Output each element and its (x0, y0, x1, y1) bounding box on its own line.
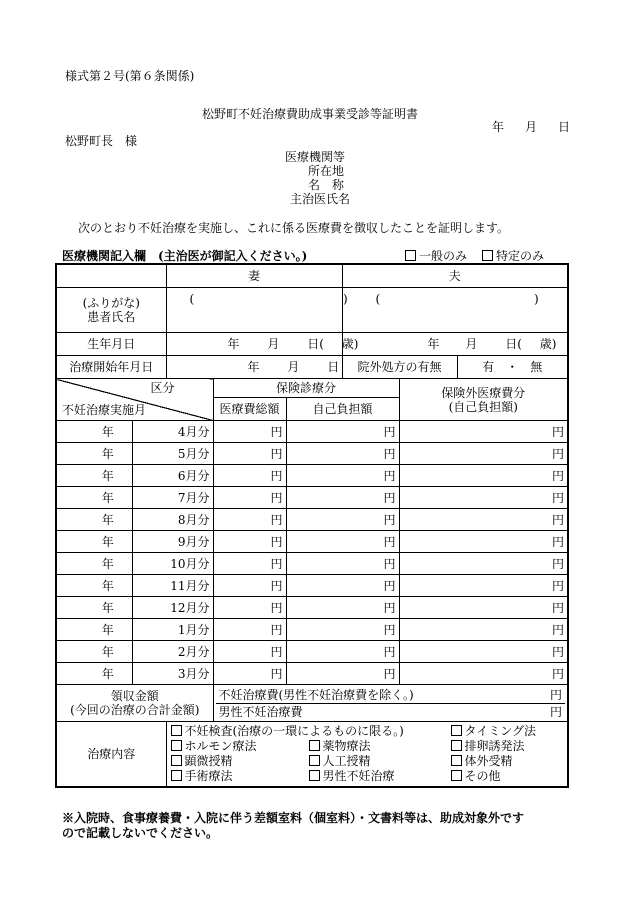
total-cost-yen[interactable]: 円 (213, 619, 286, 641)
blank-cell (56, 264, 166, 288)
month-label: 3月分 (132, 663, 213, 685)
total-cost-yen[interactable]: 円 (213, 641, 286, 663)
month-label: 8月分 (132, 509, 213, 531)
treatment-start-field[interactable] (166, 356, 342, 379)
treatment-label-text: タイミング法 (464, 724, 537, 738)
wife-age: 歳) (341, 337, 359, 351)
month-row (56, 487, 568, 509)
uninsured-yen[interactable]: 円 (399, 421, 568, 443)
treatment-label-text: 不妊検査(治療の一環によるものに限る。) (184, 724, 404, 738)
receipt-sublabel: (今回の治療の合計金額) (70, 703, 200, 717)
self-pay-yen[interactable]: 円 (286, 619, 399, 641)
checkbox[interactable] (171, 725, 182, 736)
receipt-amounts[interactable] (213, 685, 568, 722)
month-label: 11月分 (132, 575, 213, 597)
month-year: 年 (56, 531, 132, 553)
month-label: 1月分 (132, 619, 213, 641)
treatment-label-text: 薬物療法 (322, 739, 371, 753)
total-cost-yen[interactable]: 円 (213, 531, 286, 553)
month-year: 年 (56, 575, 132, 597)
month-label: 9月分 (132, 531, 213, 553)
treatment-option[interactable] (309, 769, 395, 783)
date-day-label: 日 (558, 120, 571, 134)
month-year: 年 (56, 443, 132, 465)
uninsured-header: 保険外医療費分 (441, 385, 526, 400)
treatment-label-text: 排卵誘発法 (464, 739, 525, 753)
date-month-label: 月 (525, 120, 538, 134)
date-year-label: 年 (492, 120, 505, 134)
month-row (56, 465, 568, 487)
month-year: 年 (56, 487, 132, 509)
checkbox-general[interactable] (405, 250, 416, 261)
total-cost-yen[interactable]: 円 (213, 509, 286, 531)
furigana-label: (ふりがな) (82, 296, 140, 310)
treatment-option[interactable] (309, 754, 371, 768)
checkbox[interactable] (451, 770, 462, 781)
treatment-label-text: 手術療法 (184, 769, 233, 783)
uninsured-yen[interactable]: 円 (399, 531, 568, 553)
option-general-label: 一般のみ (419, 249, 468, 263)
treatment-option[interactable] (171, 739, 257, 753)
addressee: 松野町長 様 (65, 134, 138, 148)
uninsured-yen[interactable]: 円 (399, 597, 568, 619)
month-label: 2月分 (132, 641, 213, 663)
month-label: 4月分 (132, 421, 213, 443)
month-year: 年 (56, 597, 132, 619)
receipt-line-2-label: 男性不妊治療費 (218, 704, 303, 719)
self-pay-yen[interactable]: 円 (286, 663, 399, 685)
treatment-option[interactable] (171, 769, 233, 783)
checkbox[interactable] (171, 755, 182, 766)
self-pay-yen[interactable]: 円 (286, 553, 399, 575)
total-cost-yen[interactable]: 円 (213, 575, 286, 597)
total-cost-header: 医療費総額 (213, 398, 286, 421)
start-month: 月 (287, 360, 300, 374)
receipt-line-1-yen: 円 (550, 687, 563, 702)
checkbox[interactable] (451, 755, 462, 766)
husband-header: 夫 (342, 264, 568, 288)
month-year: 年 (56, 641, 132, 663)
start-day: 日 (327, 360, 340, 374)
treatment-option[interactable] (451, 739, 525, 753)
uninsured-yen[interactable]: 円 (399, 553, 568, 575)
month-label: 12月分 (132, 597, 213, 619)
wife-birthdate-field[interactable] (166, 333, 359, 356)
treatment-label-text: 体外受精 (464, 754, 513, 768)
husband-birth-year: 年 (427, 337, 440, 351)
receipt-label-cell (56, 685, 213, 722)
treatment-options (166, 722, 568, 788)
checkbox[interactable] (309, 740, 320, 751)
uninsured-yen[interactable]: 円 (399, 641, 568, 663)
month-year: 年 (56, 421, 132, 443)
month-row (56, 553, 568, 575)
self-pay-yen[interactable]: 円 (286, 465, 399, 487)
husband-name-field[interactable] (342, 288, 568, 333)
start-year: 年 (247, 360, 260, 374)
month-row (56, 509, 568, 531)
treatment-label-text: 男性不妊治療 (322, 769, 395, 783)
husband-furigana-close: ) (534, 292, 539, 306)
wife-furigana-open: ( (189, 292, 195, 306)
category-header-cell (56, 379, 213, 421)
receipt-label: 領収金額 (110, 689, 159, 703)
total-cost-yen[interactable]: 円 (213, 443, 286, 465)
month-year: 年 (56, 509, 132, 531)
uninsured-header-cell (399, 379, 568, 421)
wife-name-field[interactable] (166, 288, 348, 333)
total-cost-yen[interactable]: 円 (213, 421, 286, 443)
wife-header: 妻 (166, 264, 342, 288)
month-year: 年 (56, 619, 132, 641)
treatment-label-text: 顕微授精 (184, 754, 233, 768)
self-pay-yen[interactable]: 円 (286, 641, 399, 663)
category-label: 区分 (150, 381, 175, 395)
form-number: 様式第２号(第６条関係) (65, 69, 195, 83)
self-pay-yen[interactable]: 円 (286, 575, 399, 597)
uninsured-yen[interactable]: 円 (399, 619, 568, 641)
month-label: 7月分 (132, 487, 213, 509)
total-cost-yen[interactable]: 円 (213, 487, 286, 509)
month-label: 10月分 (132, 553, 213, 575)
address-label: 所在地 (308, 164, 345, 178)
month-label: 不妊治療実施月 (62, 403, 147, 417)
month-row (56, 421, 568, 443)
husband-furigana-open: ( (375, 292, 381, 306)
uninsured-yen[interactable]: 円 (399, 509, 568, 531)
treatment-option[interactable] (171, 724, 404, 738)
treatment-label-text: ホルモン療法 (184, 739, 257, 753)
uninsured-yen[interactable]: 円 (399, 575, 568, 597)
total-cost-yen[interactable]: 円 (213, 465, 286, 487)
uninsured-yen[interactable]: 円 (399, 487, 568, 509)
husband-birth-month: 月 (465, 337, 478, 351)
footnote-line-1: ※入院時、食事療養費・入院に伴う差額室料（個室料）・文書料等は、助成対象外です (62, 811, 525, 825)
husband-age: 歳) (539, 337, 557, 351)
outside-prescription-label: 院外処方の有無 (342, 356, 457, 379)
option-general[interactable] (405, 247, 467, 264)
receipt-line-1-label: 不妊治療費(男性不妊治療費を除く。) (218, 687, 414, 702)
treatment-option[interactable] (451, 724, 537, 738)
treatment-option[interactable] (451, 754, 513, 768)
option-specific[interactable] (482, 247, 544, 264)
month-year: 年 (56, 663, 132, 685)
receipt-line-1[interactable] (216, 687, 566, 704)
month-row (56, 443, 568, 465)
receipt-line-2-yen: 円 (550, 704, 563, 719)
wife-birth-day: 日( (307, 337, 324, 351)
self-pay-yen[interactable]: 円 (286, 597, 399, 619)
self-pay-yen[interactable]: 円 (286, 421, 399, 443)
uninsured-subheader: (自己負担額) (448, 399, 518, 414)
treatment-option[interactable] (171, 754, 233, 768)
form-title: 松野町不妊治療費助成事業受診等証明書 (202, 107, 419, 121)
receipt-line-2[interactable] (216, 704, 566, 720)
uninsured-yen[interactable]: 円 (399, 465, 568, 487)
treatment-option[interactable] (451, 769, 501, 783)
doctor-name-label: 主治医氏名 (290, 192, 351, 206)
certificate-table (55, 263, 569, 788)
certification-statement: 次のとおり不妊治療を実施し、これに係る医療費を徴収したことを証明します。 (78, 221, 510, 235)
patient-name-label: 患者氏名 (87, 310, 136, 324)
month-row (56, 575, 568, 597)
total-cost-yen[interactable]: 円 (213, 663, 286, 685)
month-row (56, 531, 568, 553)
uninsured-yen[interactable]: 円 (399, 663, 568, 685)
uninsured-yen[interactable]: 円 (399, 443, 568, 465)
self-pay-header: 自己負担額 (286, 398, 399, 421)
self-pay-yen[interactable]: 円 (286, 509, 399, 531)
month-label: 5月分 (132, 443, 213, 465)
husband-birthdate-field[interactable] (342, 333, 568, 356)
month-year: 年 (56, 465, 132, 487)
checkbox[interactable] (451, 740, 462, 751)
treatment-option[interactable] (309, 739, 371, 753)
footnote-line-2: ので記載しないでください。 (62, 826, 219, 840)
treatment-label-text: その他 (464, 769, 501, 783)
month-row (56, 663, 568, 685)
month-row (56, 619, 568, 641)
self-pay-yen[interactable]: 円 (286, 487, 399, 509)
institution-label: 医療機関等 (285, 150, 346, 164)
self-pay-yen[interactable]: 円 (286, 531, 399, 553)
treatment-label: 治療内容 (56, 722, 166, 788)
treatment-label-text: 人工授精 (322, 754, 371, 768)
wife-furigana-close: ) (343, 292, 348, 306)
outside-prescription-value[interactable]: 有 ・ 無 (457, 356, 568, 379)
total-cost-yen[interactable]: 円 (213, 597, 286, 619)
checkbox-specific[interactable] (482, 250, 493, 261)
institution-name-label: 名 称 (308, 178, 345, 192)
wife-birth-year: 年 (227, 337, 240, 351)
section-label: 医療機関記入欄 (主治医が御記入ください。) (62, 249, 308, 263)
birthdate-label: 生年月日 (56, 333, 166, 356)
insured-header: 保険診療分 (213, 379, 399, 398)
husband-birth-day: 日( (505, 337, 522, 351)
checkbox[interactable] (309, 755, 320, 766)
month-row (56, 641, 568, 663)
month-year: 年 (56, 553, 132, 575)
patient-name-label-cell (56, 288, 166, 333)
month-label: 6月分 (132, 465, 213, 487)
month-rows (56, 421, 568, 685)
checkbox[interactable] (171, 740, 182, 751)
treatment-start-label: 治療開始年月日 (56, 356, 166, 379)
total-cost-yen[interactable]: 円 (213, 553, 286, 575)
checkbox[interactable] (451, 725, 462, 736)
checkbox[interactable] (309, 770, 320, 781)
wife-birth-month: 月 (267, 337, 280, 351)
month-row (56, 597, 568, 619)
self-pay-yen[interactable]: 円 (286, 443, 399, 465)
option-specific-label: 特定のみ (496, 249, 545, 263)
checkbox[interactable] (171, 770, 182, 781)
